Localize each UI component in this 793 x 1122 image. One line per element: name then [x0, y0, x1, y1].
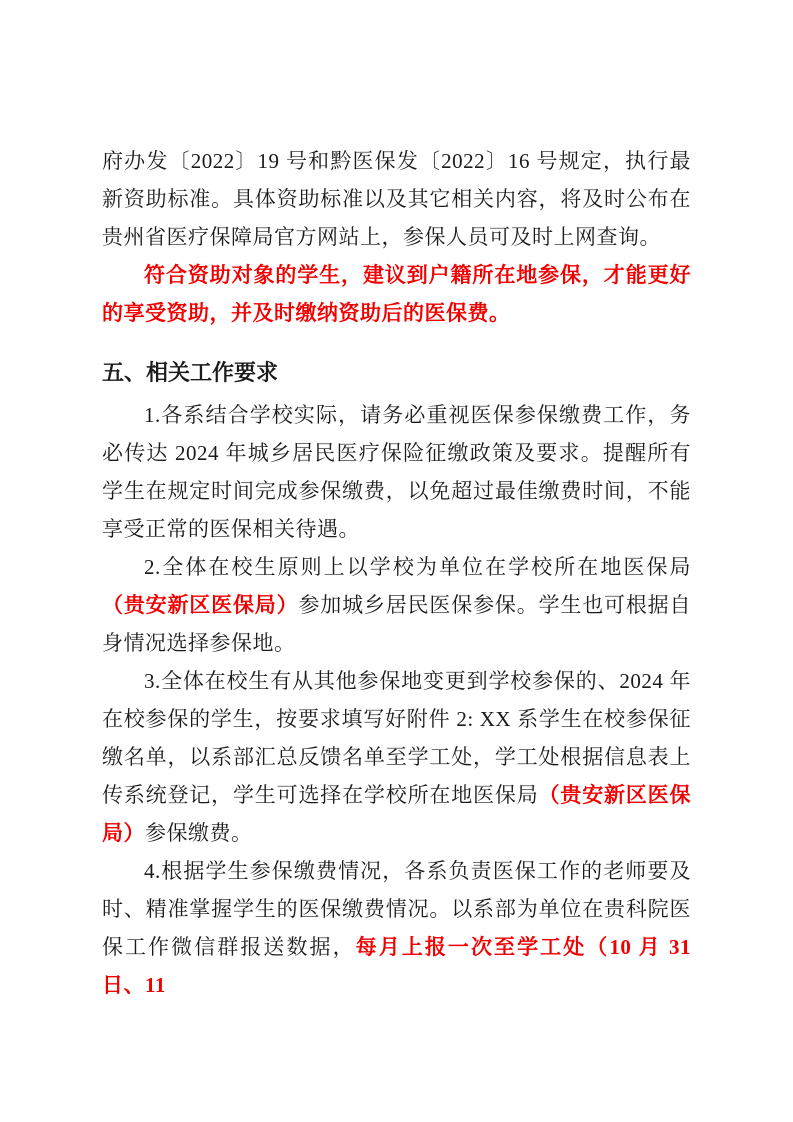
text-run: 4.根据学生参保缴费情况，各系负责医保工作的老师要及时、精准掌握学生的医保缴费情况。以系部为单位在贵科院医保工作微信群报送数据， — [102, 859, 691, 959]
paragraph — [102, 396, 691, 548]
emphasis-run: （贵安新区医保局） — [102, 783, 692, 845]
text-run: 参保缴费。 — [145, 821, 253, 845]
text-run: 1.各系结合学校实际，请务必重视医保参保缴费工作，务必传达 2024 年城乡居民医疗保险征缴政策及要求。提醒所有学生在规定时间完成参保缴费，以免超过最佳缴费时间，不能享受正常的医保相关待遇。 — [102, 403, 691, 541]
emphasis-run: 每月上报一次至学工处（10 月 31 日、11 — [102, 935, 692, 997]
paragraph — [102, 142, 691, 256]
paragraph — [102, 548, 691, 662]
text-run: 府办发〔2022〕19 号和黔医保发〔2022〕16 号规定，执行最新资助标准。具体资助标准以及其它相关内容，将及时公布在贵州省医疗保障局官方网站上，参保人员可及时上网查询。 — [102, 149, 691, 249]
emphasis-run: 符合资助对象的学生，建议到户籍所在地参保，才能更好的享受资助，并及时缴纳资助后的医保费。 — [102, 263, 691, 325]
paragraph — [102, 852, 691, 1004]
emphasis-run: （贵安新区医保局） — [102, 593, 299, 617]
text-run: 3.全体在校生有从其他参保地变更到学校参保的、2024 年在校参保的学生，按要求填写好附件 2: XX 系学生在校参保征缴名单，以系部汇总反馈名单至学工处，学工处根据信息表上传系统登记，学生可选择在学校所在地医保局 — [102, 669, 691, 807]
section-heading: 五、相关工作要求 — [102, 360, 279, 385]
paragraph — [102, 662, 691, 852]
text-run: 参加城乡居民医保参保。学生也可根据自身情况选择参保地。 — [102, 593, 692, 655]
document-body — [102, 142, 691, 1004]
text-run: 2.全体在校生原则上以学校为单位在学校所在地医保局 — [144, 555, 691, 579]
paragraph — [102, 256, 691, 332]
